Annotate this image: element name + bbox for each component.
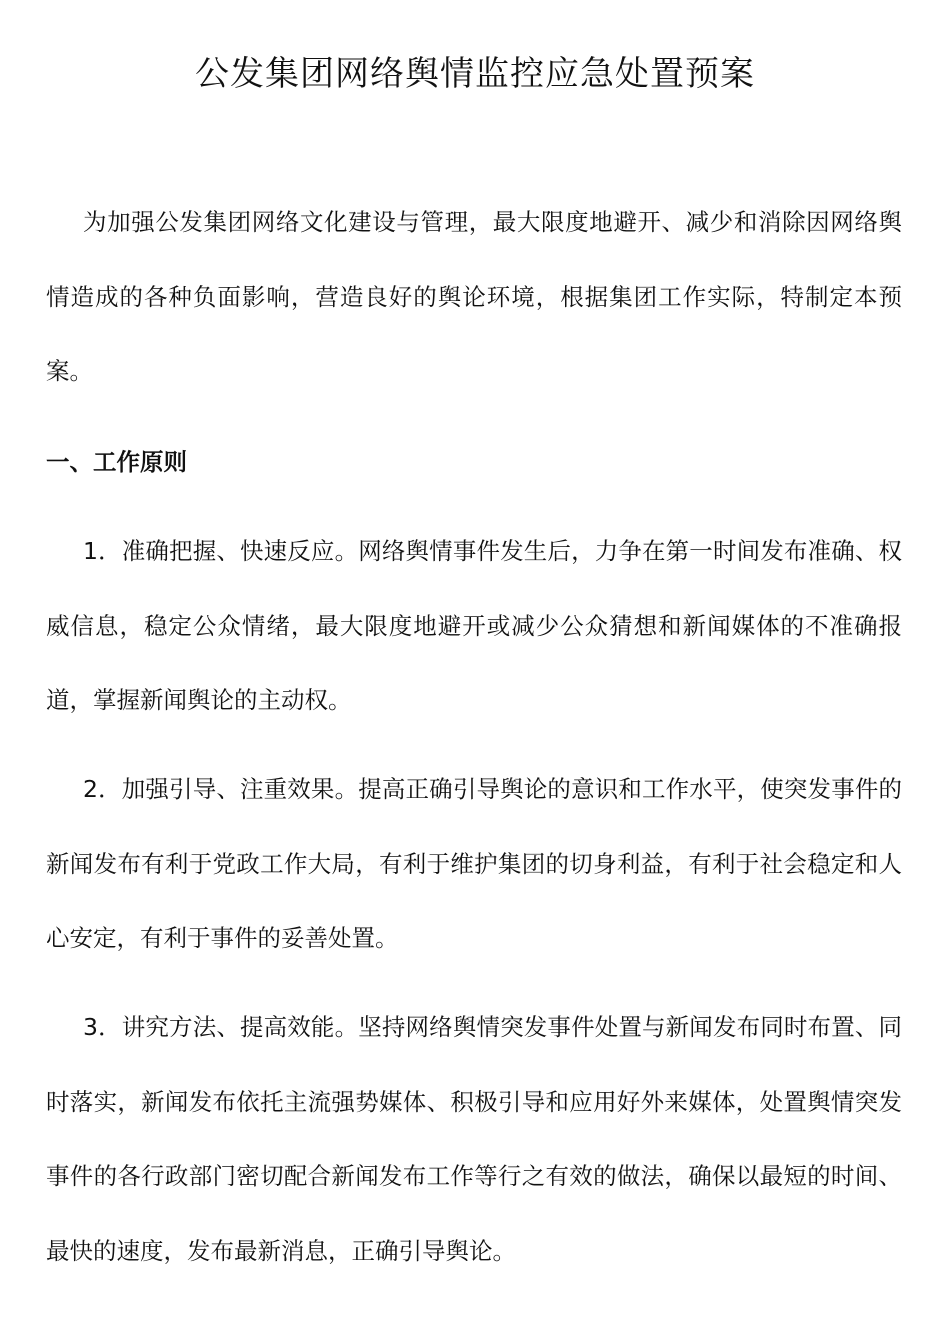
principle-item-3: 3．讲究方法、提高效能。坚持网络舆情突发事件处置与新闻发布同时布置、同时落实，新闻发布依托主流强势媒体、积极引导和应用好外来媒体，处置舆情突发事件的各行政部门密切配合新闻发布工作等行之有效的做法，确保以最短的时间、最快的速度，发布最新消息，正确引导舆论。 [46,1013,902,1265]
principle-item-2: 2．加强引导、注重效果。提高正确引导舆论的意识和工作水平，使突发事件的新闻发布有利于党政工作大局，有利于维护集团的切身利益，有利于社会稳定和人心安定，有利于事件的妥善处置。 [46,775,902,952]
intro-paragraph: 为加强公发集团网络文化建设与管理，最大限度地避开、减少和消除因网络舆情造成的各种负面影响，营造良好的舆论环境，根据集团工作实际，特制定本预案。 [46,208,902,385]
principle-item-1: 1．准确把握、快速反应。网络舆情事件发生后，力争在第一时间发布准确、权威信息，稳定公众情绪，最大限度地避开或减少公众猜想和新闻媒体的不准确报道，掌握新闻舆论的主动权。 [46,537,902,714]
document-title: 公发集团网络舆情监控应急处置预案 [195,54,755,94]
section-heading: 一、工作原则 [46,448,187,476]
